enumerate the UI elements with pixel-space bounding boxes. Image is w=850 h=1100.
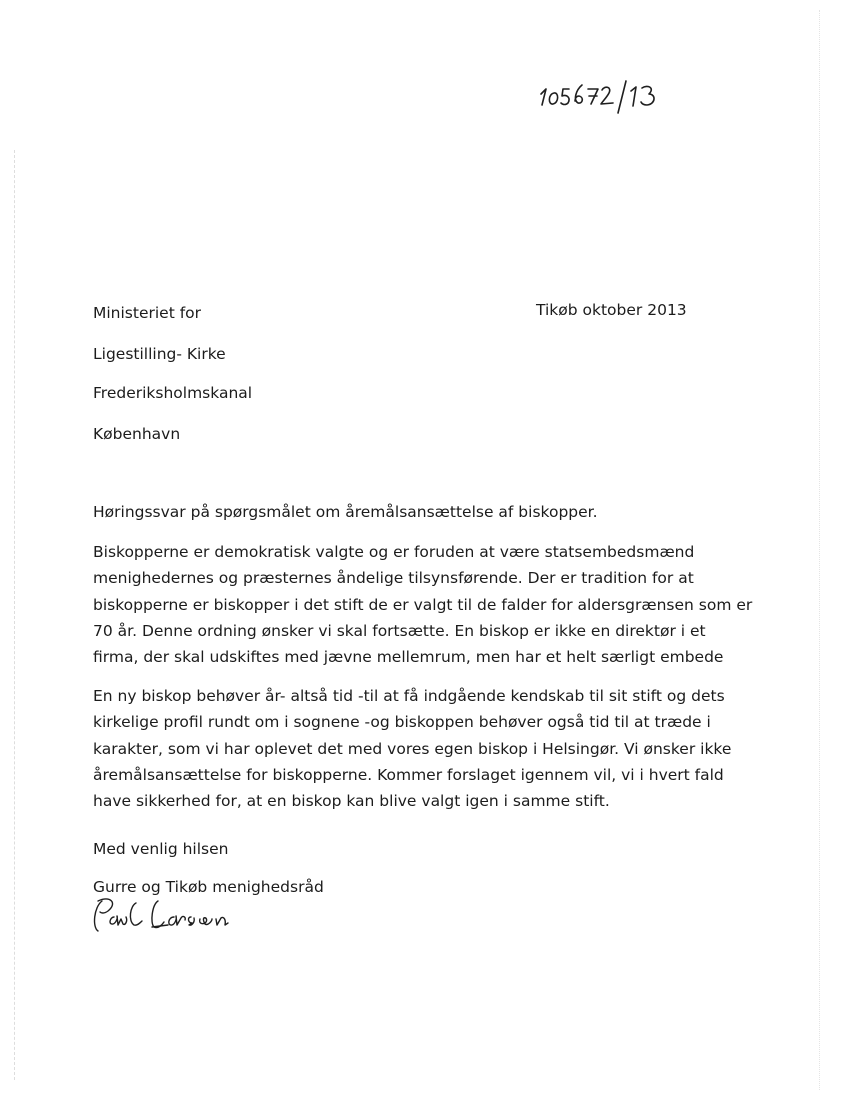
- letter-subject: Høringssvar på spørgsmålet om åremålsansættelse af biskopper.: [93, 503, 598, 521]
- paragraph-line: kirkelige profil rundt om i sognene -og biskoppen behøver også tid til at træde i: [93, 713, 711, 732]
- paragraph-line: firma, der skal udskiftes med jævne mellemrum, men har et helt særligt embede: [93, 648, 724, 667]
- recipient-line-1: Ministeriet for: [93, 304, 202, 322]
- paragraph-line: åremålsansættelse for biskopperne. Kommer forslaget igennem vil, vi i hvert fald: [93, 765, 724, 784]
- date-place: Tikøb oktober 2013: [536, 301, 687, 319]
- handwritten-signature: [88, 893, 248, 937]
- paragraph-line: 70 år. Denne ordning ønsker vi skal fortsætte. En biskop er ikke en direktør i et: [93, 621, 706, 640]
- paragraph-line: En ny biskop behøver år- altså tid -til at få indgående kendskab til sit stift og dets: [93, 687, 725, 705]
- paragraph-line: have sikkerhed for, at en biskop kan blive valgt igen i samme stift.: [93, 792, 610, 811]
- paragraph-line: biskopperne er biskopper i det stift de er valgt til de falder for aldersgrænsen som er: [93, 595, 753, 614]
- handwritten-reference-number: [538, 76, 678, 116]
- closing-greeting: Med venlig hilsen: [93, 840, 229, 858]
- scan-edge-left: [14, 150, 17, 1080]
- recipient-line-4: København: [93, 425, 181, 443]
- sender-name: Gurre og Tikøb menighedsråd: [93, 878, 324, 896]
- scan-edge-right: [819, 10, 822, 1090]
- paragraph-2: [93, 686, 753, 817]
- recipient-line-2: Ligestilling- Kirke: [93, 345, 226, 363]
- paragraph-line: karakter, som vi har oplevet det med vores egen biskop i Helsingør. Vi ønsker ikke: [93, 739, 732, 758]
- paragraph-line: Biskopperne er demokratisk valgte og er foruden at være statsembedsmænd: [93, 543, 695, 561]
- recipient-line-3: Frederiksholmskanal: [93, 384, 253, 402]
- paragraph-line: menighedernes og præsternes åndelige tilsynsførende. Der er tradition for at: [93, 569, 694, 588]
- paragraph-1: [93, 542, 753, 673]
